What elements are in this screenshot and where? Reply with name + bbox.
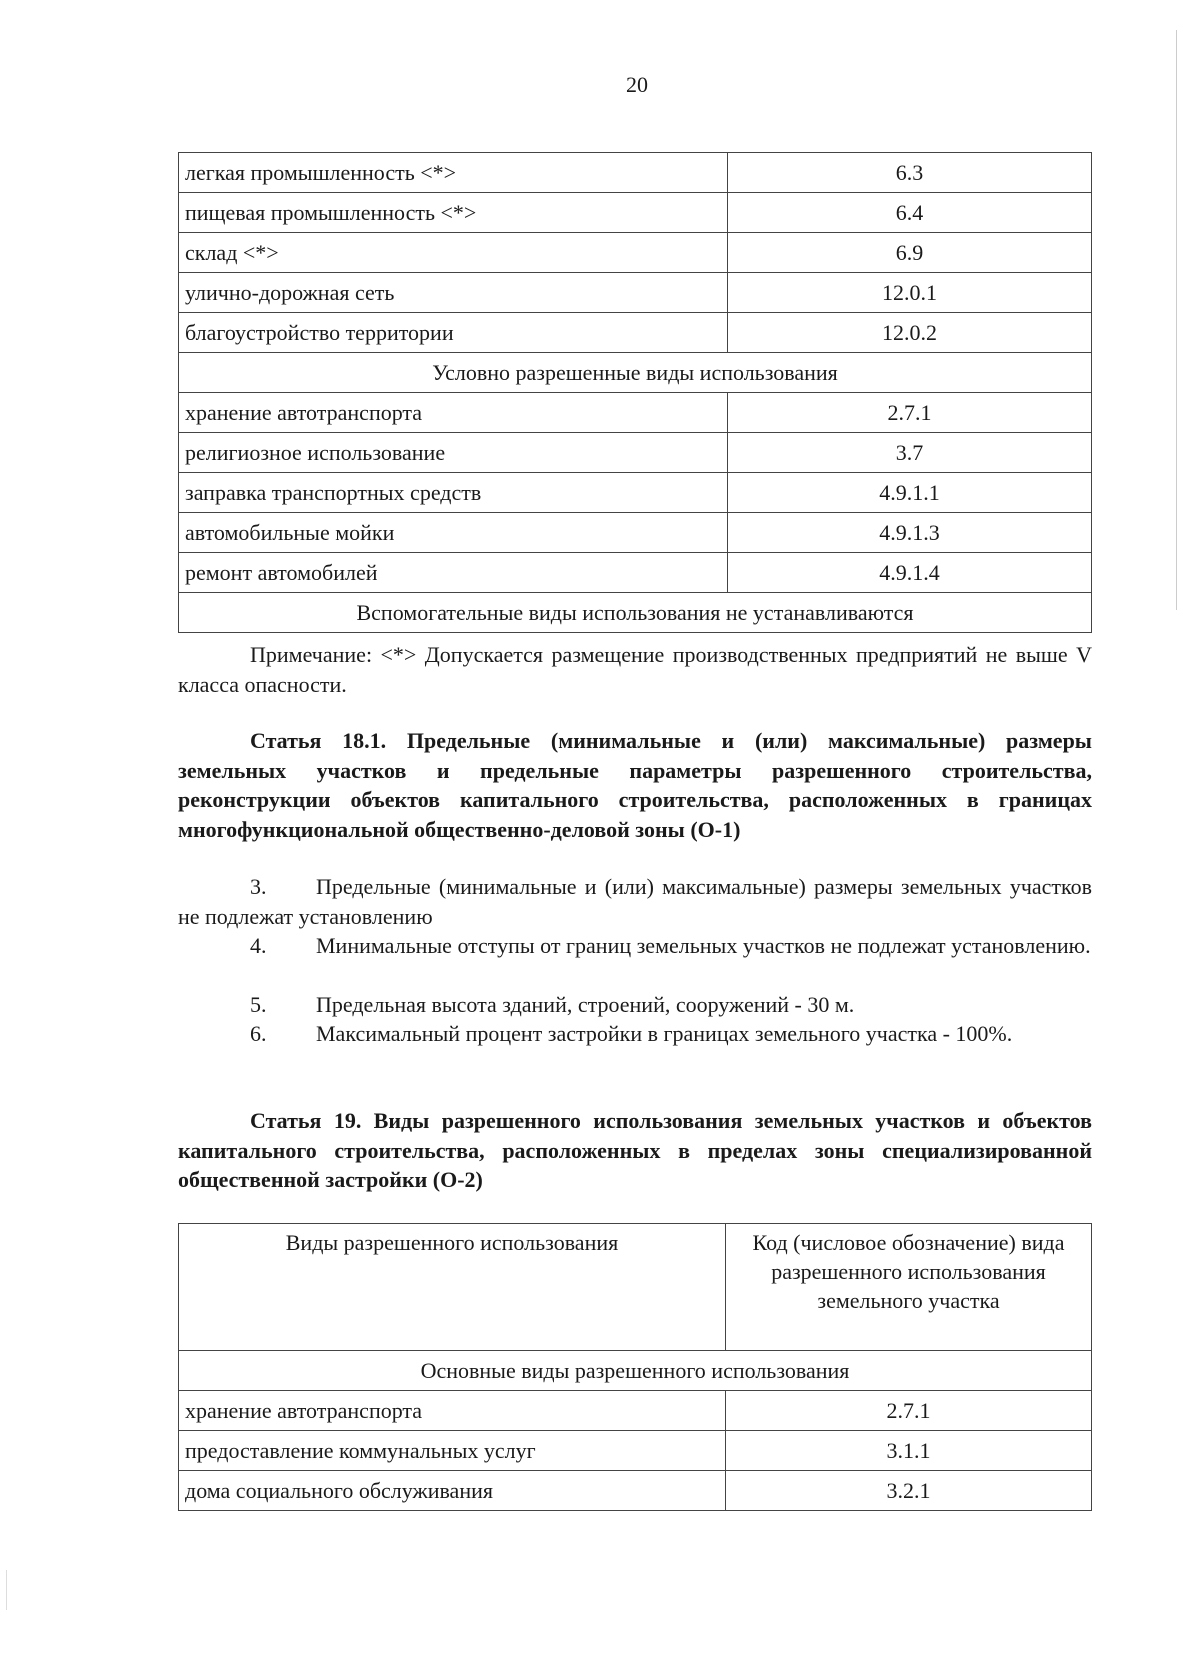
section-row bbox=[179, 593, 1092, 633]
use-name: заправка транспортных средств bbox=[179, 473, 728, 513]
article-18-1-heading: Статья 18.1. Предельные (минимальные и (или) максимальные) размеры земельных участков и предельные параметры разрешенного строительства, реконструкции объектов капитального строительства, расположенных в границах многофункциональной общественно-деловой зоны (О-1) bbox=[178, 728, 1092, 842]
use-name: ремонт автомобилей bbox=[179, 553, 728, 593]
list-item bbox=[178, 1019, 1092, 1049]
use-name: пищевая промышленность <*> bbox=[179, 193, 728, 233]
auxiliary-uses-footer: Вспомогательные виды использования не устанавливаются bbox=[179, 593, 1092, 633]
use-name: предоставление коммунальных услуг bbox=[179, 1431, 726, 1471]
use-code: 2.7.1 bbox=[726, 1391, 1092, 1431]
use-name: легкая промышленность <*> bbox=[179, 153, 728, 193]
table-row bbox=[179, 193, 1092, 233]
header-row bbox=[179, 1224, 1092, 1351]
table-row bbox=[179, 513, 1092, 553]
use-name: склад <*> bbox=[179, 233, 728, 273]
item-number: 4. bbox=[250, 933, 267, 958]
permitted-uses-table-o2 bbox=[178, 1223, 1092, 1511]
use-code: 12.0.2 bbox=[728, 313, 1092, 353]
use-code: 3.2.1 bbox=[726, 1471, 1092, 1511]
conditional-uses-header: Условно разрешенные виды использования bbox=[179, 353, 1092, 393]
use-code: 6.4 bbox=[728, 193, 1092, 233]
use-name: автомобильные мойки bbox=[179, 513, 728, 553]
use-code: 4.9.1.4 bbox=[728, 553, 1092, 593]
use-code: 3.1.1 bbox=[726, 1431, 1092, 1471]
page-number: 20 bbox=[626, 72, 648, 97]
scan-edge-line bbox=[1176, 30, 1177, 610]
list-item bbox=[178, 990, 1092, 1020]
use-name: благоустройство территории bbox=[179, 313, 728, 353]
use-code: 4.9.1.1 bbox=[728, 473, 1092, 513]
table-row bbox=[179, 1471, 1092, 1511]
table-row bbox=[179, 393, 1092, 433]
table-row bbox=[179, 273, 1092, 313]
main-uses-header: Основные виды разрешенного использования bbox=[179, 1351, 1092, 1391]
use-code: 3.7 bbox=[728, 433, 1092, 473]
table-row bbox=[179, 473, 1092, 513]
table-row bbox=[179, 553, 1092, 593]
list-item bbox=[178, 931, 1092, 961]
column-header-use: Виды разрешенного использования bbox=[179, 1224, 726, 1351]
use-name: религиозное использование bbox=[179, 433, 728, 473]
use-name: дома социального обслуживания bbox=[179, 1471, 726, 1511]
item-text: Минимальные отступы от границ земельных участков не подлежат установлению. bbox=[316, 933, 1091, 958]
item-number: 5. bbox=[250, 992, 267, 1017]
article-19-heading: Статья 19. Виды разрешенного использования земельных участков и объектов капитального строительства, расположенных в пределах зоны специализированной общественной застройки (О-2) bbox=[178, 1108, 1092, 1192]
use-name: хранение автотранспорта bbox=[179, 393, 728, 433]
column-header-code: Код (числовое обозначение) вида разрешенного использования земельного участка bbox=[726, 1224, 1092, 1351]
table-row bbox=[179, 153, 1092, 193]
use-code: 12.0.1 bbox=[728, 273, 1092, 313]
list-item bbox=[178, 872, 1092, 931]
table-row bbox=[179, 1391, 1092, 1431]
use-code: 2.7.1 bbox=[728, 393, 1092, 433]
use-name: улично-дорожная сеть bbox=[179, 273, 728, 313]
table-row bbox=[179, 1431, 1092, 1471]
section-row bbox=[179, 1351, 1092, 1391]
use-code: 4.9.1.3 bbox=[728, 513, 1092, 553]
item-text: Максимальный процент застройки в границах земельного участка - 100%. bbox=[316, 1021, 1013, 1046]
table-row bbox=[179, 313, 1092, 353]
table-row bbox=[179, 233, 1092, 273]
table-row bbox=[179, 433, 1092, 473]
permitted-uses-table-o1 bbox=[178, 152, 1092, 633]
table-note: Примечание: <*> Допускается размещение производственных предприятий не выше V класса опасности. bbox=[178, 642, 1092, 697]
item-text: Предельные (минимальные и (или) максимальные) размеры земельных участков не подлежат установлению bbox=[178, 874, 1092, 929]
use-code: 6.3 bbox=[728, 153, 1092, 193]
item-number: 3. bbox=[250, 874, 267, 899]
use-name: хранение автотранспорта bbox=[179, 1391, 726, 1431]
item-text: Предельная высота зданий, строений, сооружений - 30 м. bbox=[316, 992, 855, 1017]
section-row bbox=[179, 353, 1092, 393]
scan-edge-mark bbox=[6, 1570, 7, 1610]
item-number: 6. bbox=[250, 1021, 267, 1046]
use-code: 6.9 bbox=[728, 233, 1092, 273]
